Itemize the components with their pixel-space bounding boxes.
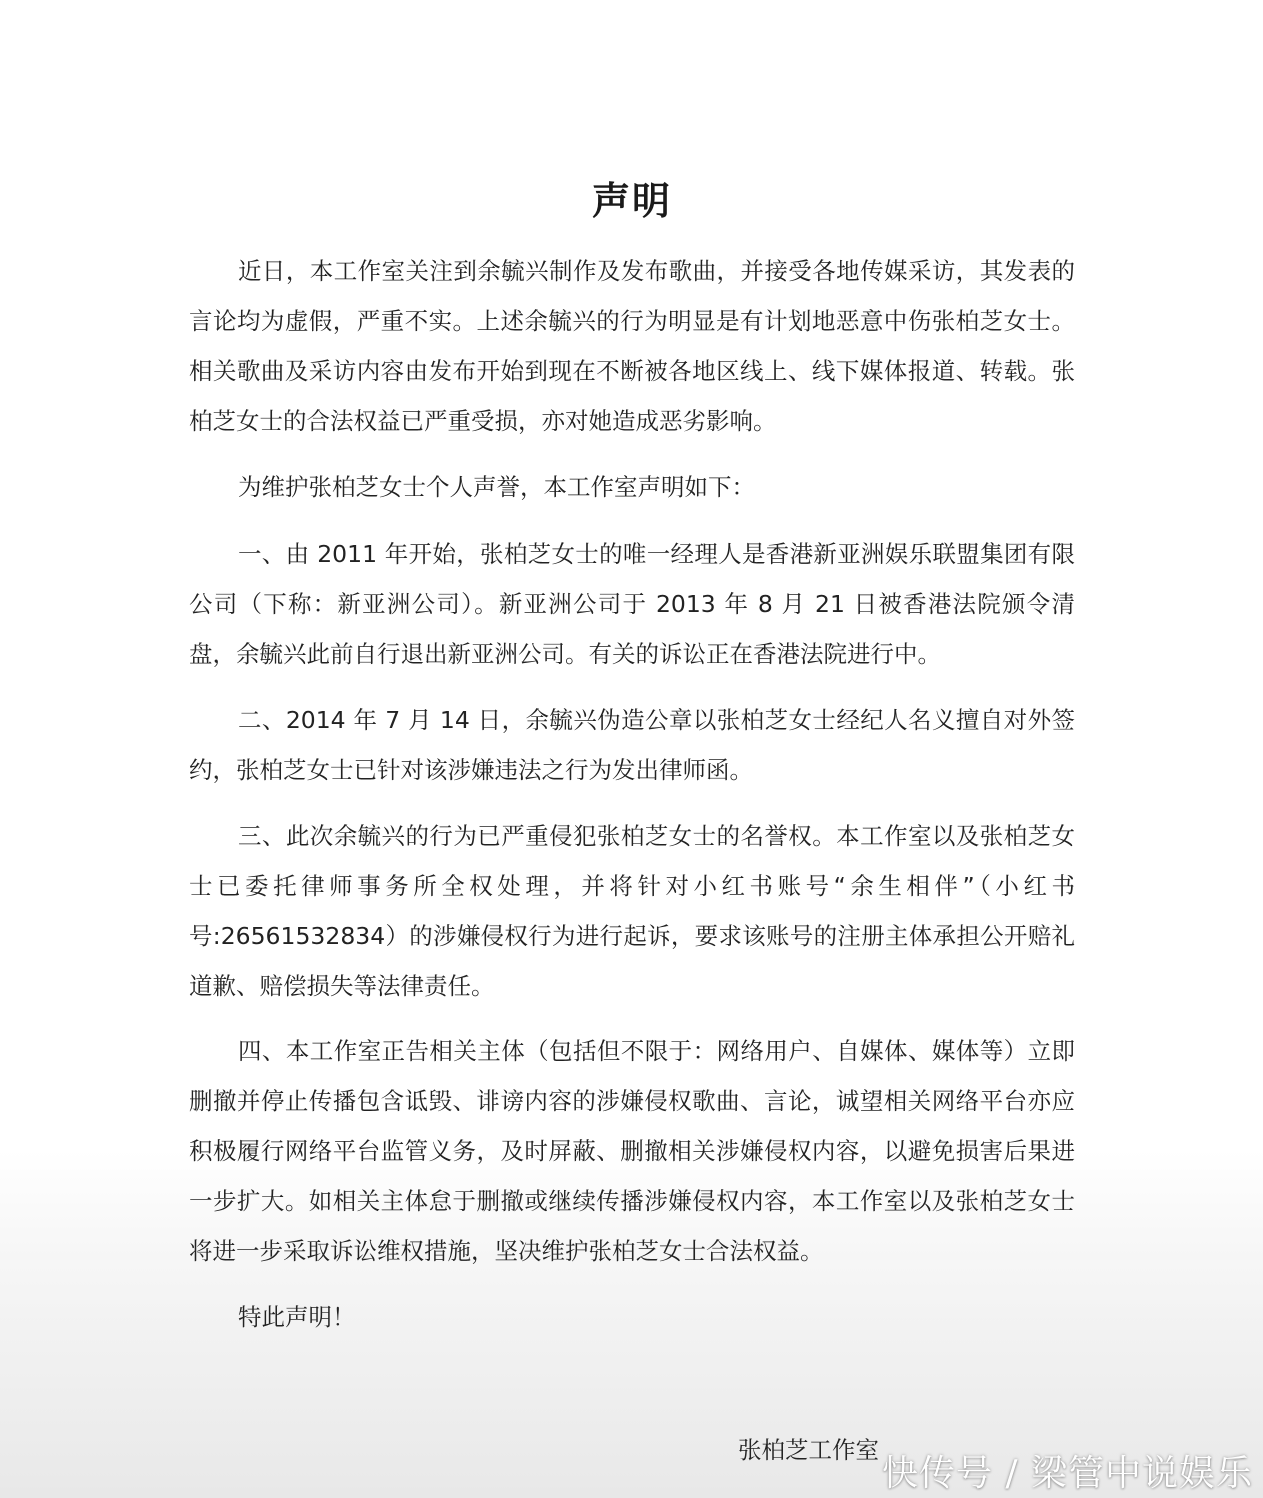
- paragraph-point-2: 二、2014 年 7 月 14 日，余毓兴伪造公章以张柏芝女士经纪人名义擅自对外签约，张柏芝女士已针对该涉嫌违法之行为发出律师函。: [189, 706, 1075, 784]
- paragraph-declaration-lead: 为维护张柏芝女士个人声誉，本工作室声明如下：: [238, 473, 755, 501]
- paragraph-point-4: 四、本工作室正告相关主体（包括但不限于：网络用户、自媒体、媒体等）立即删撤并停止传播包含诋毁、诽谤内容的涉嫌侵权歌曲、言论，诚望相关网络平台亦应积极履行网络平台监管义务，及时屏蔽、删撤相关涉嫌侵权内容，以避免损害后果进一步扩大。如相关主体怠于删撤或继续传播涉嫌侵权内容，本工作室以及张柏芝女士将进一步采取诉讼维权措施，坚决维护张柏芝女士合法权益。: [189, 1037, 1075, 1265]
- paragraph-closing: 特此声明！: [238, 1303, 356, 1331]
- paragraph-point-1: 一、由 2011 年开始，张柏芝女士的唯一经理人是香港新亚洲娱乐联盟集团有限公司（下称：新亚洲公司）。新亚洲公司于 2013 年 8 月 21 日被香港法院颁令清盘，余毓兴此前自行退出新亚洲公司。有关的诉讼正在香港法院进行中。: [189, 540, 1075, 668]
- document-title: 声明: [591, 179, 672, 223]
- paragraph-intro: 近日，本工作室关注到余毓兴制作及发布歌曲，并接受各地传媒采访，其发表的言论均为虚假，严重不实。上述余毓兴的行为明显是有计划地恶意中伤张柏芝女士。相关歌曲及采访内容由发布开始到现在不断被各地区线上、线下媒体报道、转载。张柏芝女士的合法权益已严重受损，亦对她造成恶劣影响。: [189, 257, 1075, 435]
- watermark: 快传号 / 梁管中说娱乐: [881, 1453, 1253, 1494]
- paragraph-point-3: 三、此次余毓兴的行为已严重侵犯张柏芝女士的名誉权。本工作室以及张柏芝女士已委托律师事务所全权处理，并将针对小红书账号“余生相伴”（小红书号:26561532834）的涉嫌侵权行为进行起诉，要求该账号的注册主体承担公开赔礼道歉、赔偿损失等法律责任。: [189, 822, 1075, 1000]
- signature: 张柏芝工作室: [738, 1436, 879, 1464]
